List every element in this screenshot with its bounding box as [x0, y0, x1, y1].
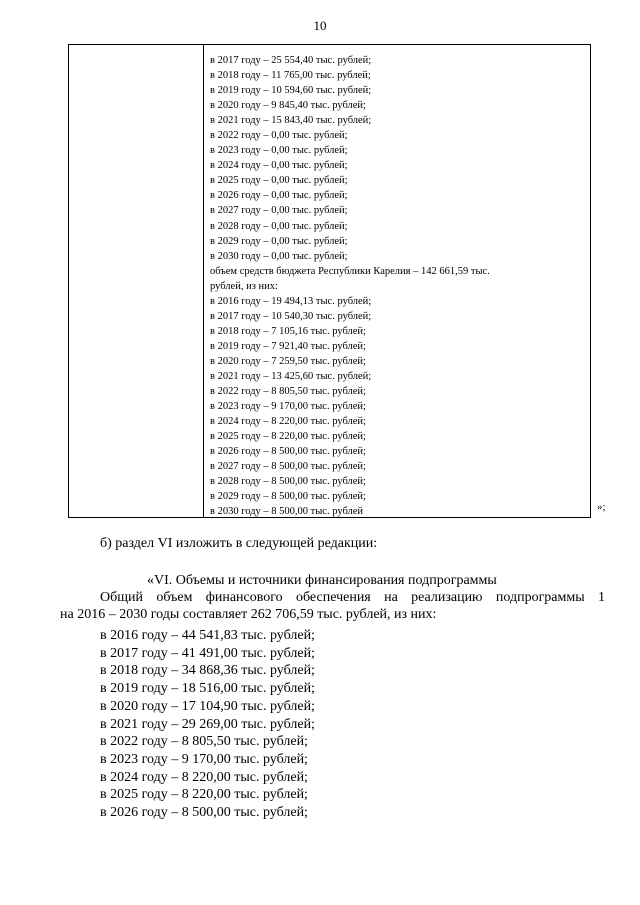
table-right-cell — [210, 53, 580, 519]
table-funding-line: в 2018 году – 7 105,16 тыс. рублей; — [210, 325, 366, 337]
table-closing-quote: »; — [597, 501, 606, 513]
table-funding-line: в 2019 году – 7 921,40 тыс. рублей; — [210, 340, 366, 352]
table-funding-line: в 2030 году – 8 500,00 тыс. рублей — [210, 506, 364, 518]
funding-year-list — [100, 627, 315, 822]
table-funding-line: в 2022 году – 0,00 тыс. рублей; — [210, 130, 348, 142]
table-funding-line: в 2026 году – 8 500,00 тыс. рублей; — [210, 446, 366, 458]
table-funding-line: в 2024 году – 0,00 тыс. рублей; — [210, 160, 348, 172]
section-intro-line-2: на 2016 – 2030 годы составляет 262 706,59 тыс. рублей, из них: — [60, 607, 437, 622]
table-funding-line: в 2029 году – 0,00 тыс. рублей; — [210, 235, 348, 247]
table-funding-line: в 2028 году – 0,00 тыс. рублей; — [210, 220, 348, 232]
funding-year-line: в 2026 году – 8 500,00 тыс. рублей; — [100, 805, 308, 821]
funding-year-line: в 2019 году – 18 516,00 тыс. рублей; — [100, 681, 315, 697]
amendment-instruction: б) раздел VI изложить в следующей редакции: — [100, 536, 378, 551]
funding-year-line: в 2018 году – 34 868,36 тыс. рублей; — [100, 663, 315, 679]
table-funding-line: в 2030 году – 0,00 тыс. рублей; — [210, 250, 348, 262]
funding-year-line: в 2021 году – 29 269,00 тыс. рублей; — [100, 716, 315, 732]
funding-year-line: в 2024 году – 8 220,00 тыс. рублей; — [100, 769, 308, 785]
table-funding-line: в 2022 году – 8 805,50 тыс. рублей; — [210, 386, 366, 398]
table-funding-line: в 2018 году – 11 765,00 тыс. рублей; — [210, 70, 371, 82]
table-funding-line: в 2025 году – 8 220,00 тыс. рублей; — [210, 431, 366, 443]
table-funding-line: в 2020 году – 7 259,50 тыс. рублей; — [210, 355, 366, 367]
table-funding-line: в 2016 году – 19 494,13 тыс. рублей; — [210, 295, 372, 307]
funding-year-line: в 2025 году – 8 220,00 тыс. рублей; — [100, 787, 308, 803]
table-funding-line: в 2026 году – 0,00 тыс. рублей; — [210, 190, 348, 202]
funding-year-line: в 2020 году – 17 104,90 тыс. рублей; — [100, 698, 315, 714]
table-funding-line: в 2021 году – 13 425,60 тыс. рублей; — [210, 370, 372, 382]
funding-year-line: в 2017 году – 41 491,00 тыс. рублей; — [100, 645, 315, 661]
table-funding-line: в 2027 году – 0,00 тыс. рублей; — [210, 205, 348, 217]
funding-year-line: в 2023 году – 9 170,00 тыс. рублей; — [100, 751, 308, 767]
table-funding-line: в 2027 году – 8 500,00 тыс. рублей; — [210, 461, 366, 473]
table-funding-line: в 2023 году – 0,00 тыс. рублей; — [210, 145, 348, 157]
funding-year-line: в 2022 году – 8 805,50 тыс. рублей; — [100, 734, 308, 750]
table-funding-line: в 2029 году – 8 500,00 тыс. рублей; — [210, 491, 366, 503]
table-funding-line: в 2021 году – 15 843,40 тыс. рублей; — [210, 115, 372, 127]
section-heading: «VI. Объемы и источники финансирования подпрограммы — [147, 573, 497, 588]
section-intro-line-1: Общий объем финансового обеспечения на реализацию подпрограммы 1 — [100, 590, 605, 605]
table-funding-line: в 2023 году – 9 170,00 тыс. рублей; — [210, 401, 366, 413]
table-funding-line: в 2019 году – 10 594,60 тыс. рублей; — [210, 85, 372, 97]
table-funding-line: рублей, из них: — [210, 280, 278, 292]
table-funding-line: объем средств бюджета Республики Карелия – 142 661,59 тыс. — [210, 265, 490, 277]
funding-year-line: в 2016 году – 44 541,83 тыс. рублей; — [100, 628, 315, 643]
table-funding-line: в 2020 году – 9 845,40 тыс. рублей; — [210, 100, 366, 112]
table-funding-line: в 2017 году – 25 554,40 тыс. рублей; — [210, 55, 372, 66]
table-left-cell — [69, 45, 204, 517]
table-funding-line: в 2025 году – 0,00 тыс. рублей; — [210, 175, 348, 187]
page-number: 10 — [313, 18, 327, 33]
table-funding-line: в 2024 году – 8 220,00 тыс. рублей; — [210, 416, 366, 428]
funding-table — [68, 44, 591, 518]
table-funding-line: в 2028 году – 8 500,00 тыс. рублей; — [210, 476, 366, 488]
table-funding-line: в 2017 году – 10 540,30 тыс. рублей; — [210, 310, 372, 322]
